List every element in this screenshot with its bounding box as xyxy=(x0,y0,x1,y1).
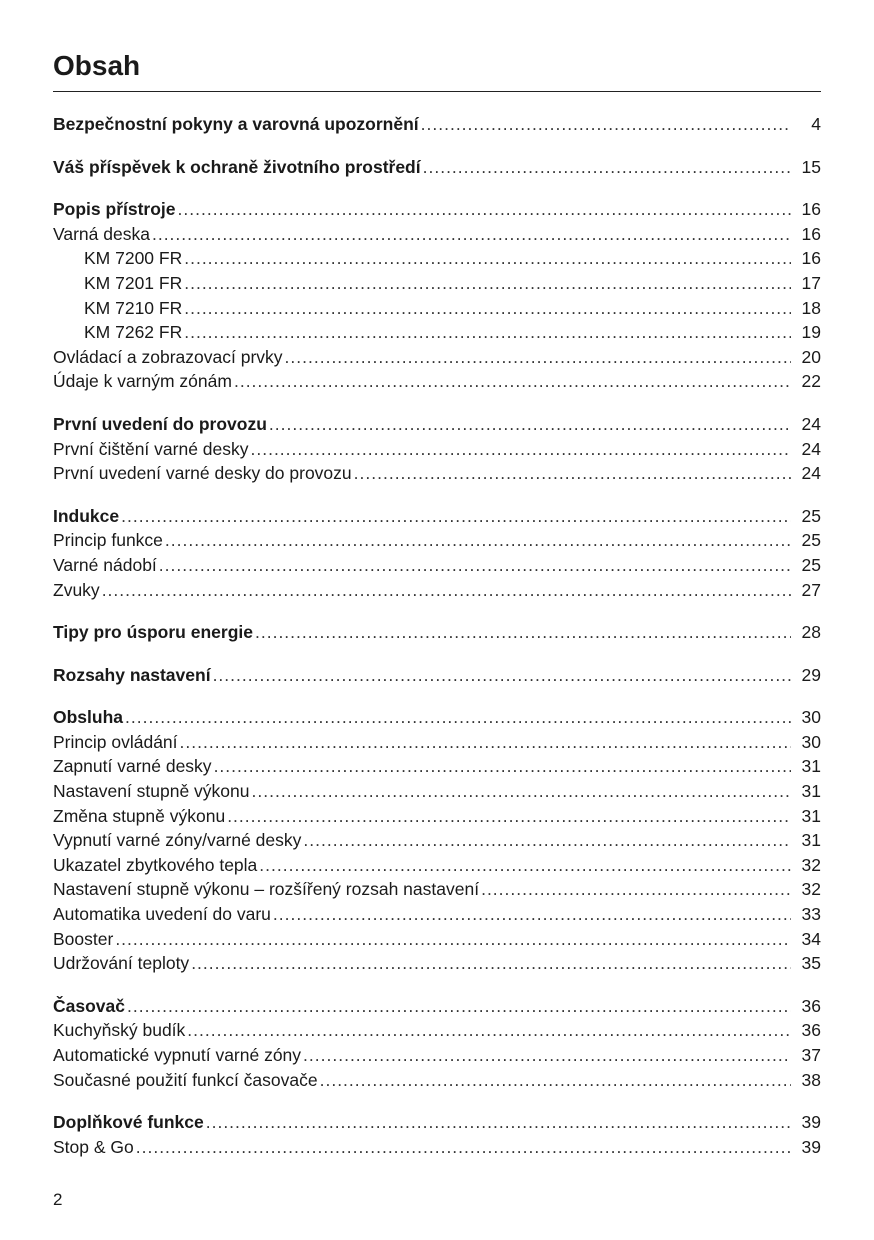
toc-entry-label: Princip funkce xyxy=(53,530,163,551)
toc-entry-page-number: 16 xyxy=(801,248,821,269)
dot-leader xyxy=(165,528,791,553)
dot-leader xyxy=(252,779,791,804)
toc-entry-page-number: 20 xyxy=(801,346,821,367)
toc-entry-label: Ukazatel zbytkového tepla xyxy=(53,854,258,875)
toc-entry-page-number: 19 xyxy=(801,322,821,343)
toc-entry-label: KM 7201 FR xyxy=(84,272,183,293)
toc-entry-page-number: 16 xyxy=(801,199,821,220)
toc-entry-label: Změna stupně výkonu xyxy=(53,805,226,826)
toc-entry-page-number: 17 xyxy=(801,272,821,293)
toc-entry-page-number: 31 xyxy=(801,781,821,802)
toc-entry-page-number: 25 xyxy=(801,530,821,551)
toc-entry-label: První uvedení varné desky do provozu xyxy=(53,463,352,484)
toc-section xyxy=(53,663,821,688)
toc-entry-label: Automatika uvedení do varu xyxy=(53,904,271,925)
toc-entry-label: Booster xyxy=(53,928,114,949)
dot-leader xyxy=(354,461,791,486)
toc-entry-page-number: 25 xyxy=(801,505,821,526)
dot-leader xyxy=(180,730,791,755)
toc-entry-page-number: 27 xyxy=(801,579,821,600)
toc-entry-page-number: 25 xyxy=(801,554,821,575)
toc-chapter-entry[interactable] xyxy=(53,620,821,645)
toc-entry-label: Varná deska xyxy=(53,223,150,244)
dot-leader xyxy=(213,663,791,688)
toc-entry-page-number: 35 xyxy=(801,953,821,974)
toc-entry-page-number: 31 xyxy=(801,756,821,777)
toc-section-entry[interactable] xyxy=(53,951,821,976)
toc-section-entry[interactable] xyxy=(53,345,821,370)
dot-leader xyxy=(206,1110,791,1135)
toc-entry-label: Údaje k varným zónám xyxy=(53,371,232,392)
toc-entry-label: Zapnutí varné desky xyxy=(53,756,212,777)
toc-entry-label: Časovač xyxy=(53,995,125,1016)
dot-leader xyxy=(152,222,791,247)
toc-entry-page-number: 18 xyxy=(801,297,821,318)
toc-entry-page-number: 30 xyxy=(801,707,821,728)
toc-section-entry[interactable] xyxy=(53,1135,821,1160)
dot-leader xyxy=(184,246,791,271)
toc-entry-page-number: 38 xyxy=(801,1069,821,1090)
toc-entry-label: Současné použití funkcí časovače xyxy=(53,1069,318,1090)
toc-section-entry[interactable] xyxy=(53,779,821,804)
dot-leader xyxy=(481,877,791,902)
dot-leader xyxy=(303,1043,791,1068)
toc-entry-label: Kuchyňský budík xyxy=(53,1020,186,1041)
toc-entry-page-number: 36 xyxy=(801,1020,821,1041)
toc-entry-page-number: 24 xyxy=(801,413,821,434)
toc-section-entry[interactable] xyxy=(53,730,821,755)
toc-entry-page-number: 32 xyxy=(801,879,821,900)
toc-chapter-entry[interactable] xyxy=(53,1110,821,1135)
toc-entry-label: Stop & Go xyxy=(53,1136,134,1157)
toc-entry-label: Popis přístroje xyxy=(53,199,176,220)
toc-entry-label: Indukce xyxy=(53,505,120,526)
toc-entry-label: KM 7210 FR xyxy=(84,297,183,318)
toc-section xyxy=(53,620,821,645)
toc-chapter-entry[interactable] xyxy=(53,155,821,180)
toc-subsection-entry[interactable] xyxy=(53,271,821,296)
table-of-contents xyxy=(53,112,821,1177)
dot-leader xyxy=(136,1135,791,1160)
toc-entry-label: Varné nádobí xyxy=(53,554,157,575)
dot-leader xyxy=(184,320,791,345)
toc-entry-page-number: 31 xyxy=(801,830,821,851)
dot-leader xyxy=(320,1068,791,1093)
dot-leader xyxy=(178,197,791,222)
toc-entry-label: Princip ovládání xyxy=(53,731,178,752)
toc-entry-label: KM 7200 FR xyxy=(84,248,183,269)
toc-entry-page-number: 15 xyxy=(801,156,821,177)
toc-entry-page-number: 36 xyxy=(801,995,821,1016)
toc-section-entry[interactable] xyxy=(53,877,821,902)
toc-section xyxy=(53,1110,821,1159)
toc-section-entry[interactable] xyxy=(53,902,821,927)
toc-entry-page-number: 24 xyxy=(801,438,821,459)
dot-leader xyxy=(234,369,791,394)
toc-entry-label: Tipy pro úsporu energie xyxy=(53,622,253,643)
page-title: Obsah xyxy=(53,50,141,81)
dot-leader xyxy=(269,412,791,437)
toc-entry-label: Ovládací a zobrazovací prvky xyxy=(53,346,283,367)
toc-entry-page-number: 24 xyxy=(801,463,821,484)
toc-section-entry[interactable] xyxy=(53,369,821,394)
toc-entry-label: Vypnutí varné zóny/varné desky xyxy=(53,830,302,851)
toc-subsection-entry[interactable] xyxy=(53,246,821,271)
toc-chapter-entry[interactable] xyxy=(53,663,821,688)
dot-leader xyxy=(159,553,791,578)
toc-entry-label: Udržování teploty xyxy=(53,953,190,974)
dot-leader xyxy=(184,296,791,321)
dot-leader xyxy=(125,705,791,730)
toc-entry-label: Váš příspěvek k ochraně životního prostředí xyxy=(53,156,421,177)
toc-section-entry[interactable] xyxy=(53,437,821,462)
toc-entry-page-number: 28 xyxy=(801,622,821,643)
toc-subsection-entry[interactable] xyxy=(53,320,821,345)
toc-section-entry[interactable] xyxy=(53,553,821,578)
toc-chapter-entry[interactable] xyxy=(53,994,821,1019)
toc-section-entry[interactable] xyxy=(53,1068,821,1093)
toc-entry-page-number: 37 xyxy=(801,1045,821,1065)
toc-entry-label: První uvedení do provozu xyxy=(53,413,267,434)
toc-section-entry[interactable] xyxy=(53,461,821,486)
toc-entry-label: Automatické vypnutí varné zóny xyxy=(53,1045,302,1065)
toc-section xyxy=(53,504,821,602)
toc-entry-page-number: 39 xyxy=(801,1136,821,1157)
dot-leader xyxy=(285,345,791,370)
toc-entry-page-number: 32 xyxy=(801,854,821,875)
dot-leader xyxy=(187,1018,791,1043)
toc-section-entry[interactable] xyxy=(53,1043,821,1068)
toc-entry-page-number: 34 xyxy=(801,928,821,949)
toc-entry-page-number: 39 xyxy=(801,1112,821,1133)
dot-leader xyxy=(121,504,791,529)
dot-leader xyxy=(255,620,791,645)
dot-leader xyxy=(423,155,791,180)
toc-section-entry[interactable] xyxy=(53,853,821,878)
toc-section-entry[interactable] xyxy=(53,528,821,553)
toc-section-entry[interactable] xyxy=(53,578,821,603)
dot-leader xyxy=(184,271,791,296)
dot-leader xyxy=(191,951,791,976)
toc-section xyxy=(53,197,821,394)
toc-entry-label: Zvuky xyxy=(53,579,100,600)
toc-chapter-entry[interactable] xyxy=(53,705,821,730)
toc-entry-label: Bezpečnostní pokyny a varovná upozornění xyxy=(53,114,419,134)
toc-subsection-entry[interactable] xyxy=(53,296,821,321)
toc-chapter-entry[interactable] xyxy=(53,112,821,137)
toc-entry-label: Nastavení stupně výkonu – rozšířený rozsah nastavení xyxy=(53,879,480,900)
dot-leader xyxy=(303,828,791,853)
toc-chapter-entry[interactable] xyxy=(53,197,821,222)
page-number: 2 xyxy=(53,1190,63,1209)
dot-leader xyxy=(227,804,791,829)
toc-section-entry[interactable] xyxy=(53,1018,821,1043)
toc-section-entry[interactable] xyxy=(53,828,821,853)
toc-section-entry[interactable] xyxy=(53,222,821,247)
toc-section-entry[interactable] xyxy=(53,754,821,779)
toc-section-entry[interactable] xyxy=(53,927,821,952)
toc-entry-label: První čištění varné desky xyxy=(53,438,249,459)
toc-entry-page-number: 31 xyxy=(801,805,821,826)
dot-leader xyxy=(214,754,791,779)
toc-section-entry[interactable] xyxy=(53,804,821,829)
toc-entry-page-number: 16 xyxy=(801,223,821,244)
toc-entry-label: Obsluha xyxy=(53,707,124,728)
toc-section xyxy=(53,412,821,486)
toc-section xyxy=(53,994,821,1092)
dot-leader xyxy=(421,112,791,137)
toc-entry-page-number: 29 xyxy=(801,664,821,685)
toc-section xyxy=(53,155,821,180)
dot-leader xyxy=(259,853,791,878)
toc-entry-label: Nastavení stupně výkonu xyxy=(53,781,250,802)
toc-entry-label: KM 7262 FR xyxy=(84,322,183,343)
title-divider xyxy=(53,91,821,92)
toc-chapter-entry[interactable] xyxy=(53,504,821,529)
dot-leader xyxy=(273,902,791,927)
toc-entry-page-number: 33 xyxy=(801,904,821,925)
dot-leader xyxy=(127,994,791,1019)
dot-leader xyxy=(251,437,792,462)
toc-section xyxy=(53,705,821,976)
toc-chapter-entry[interactable] xyxy=(53,412,821,437)
toc-entry-label: Rozsahy nastavení xyxy=(53,664,211,685)
toc-entry-label: Doplňkové funkce xyxy=(53,1112,204,1133)
toc-entry-page-number: 30 xyxy=(801,731,821,752)
toc-entry-page-number: 22 xyxy=(801,371,821,392)
toc-entry-page-number: 4 xyxy=(811,114,821,134)
dot-leader xyxy=(115,927,791,952)
dot-leader xyxy=(102,578,791,603)
toc-section xyxy=(53,112,821,137)
